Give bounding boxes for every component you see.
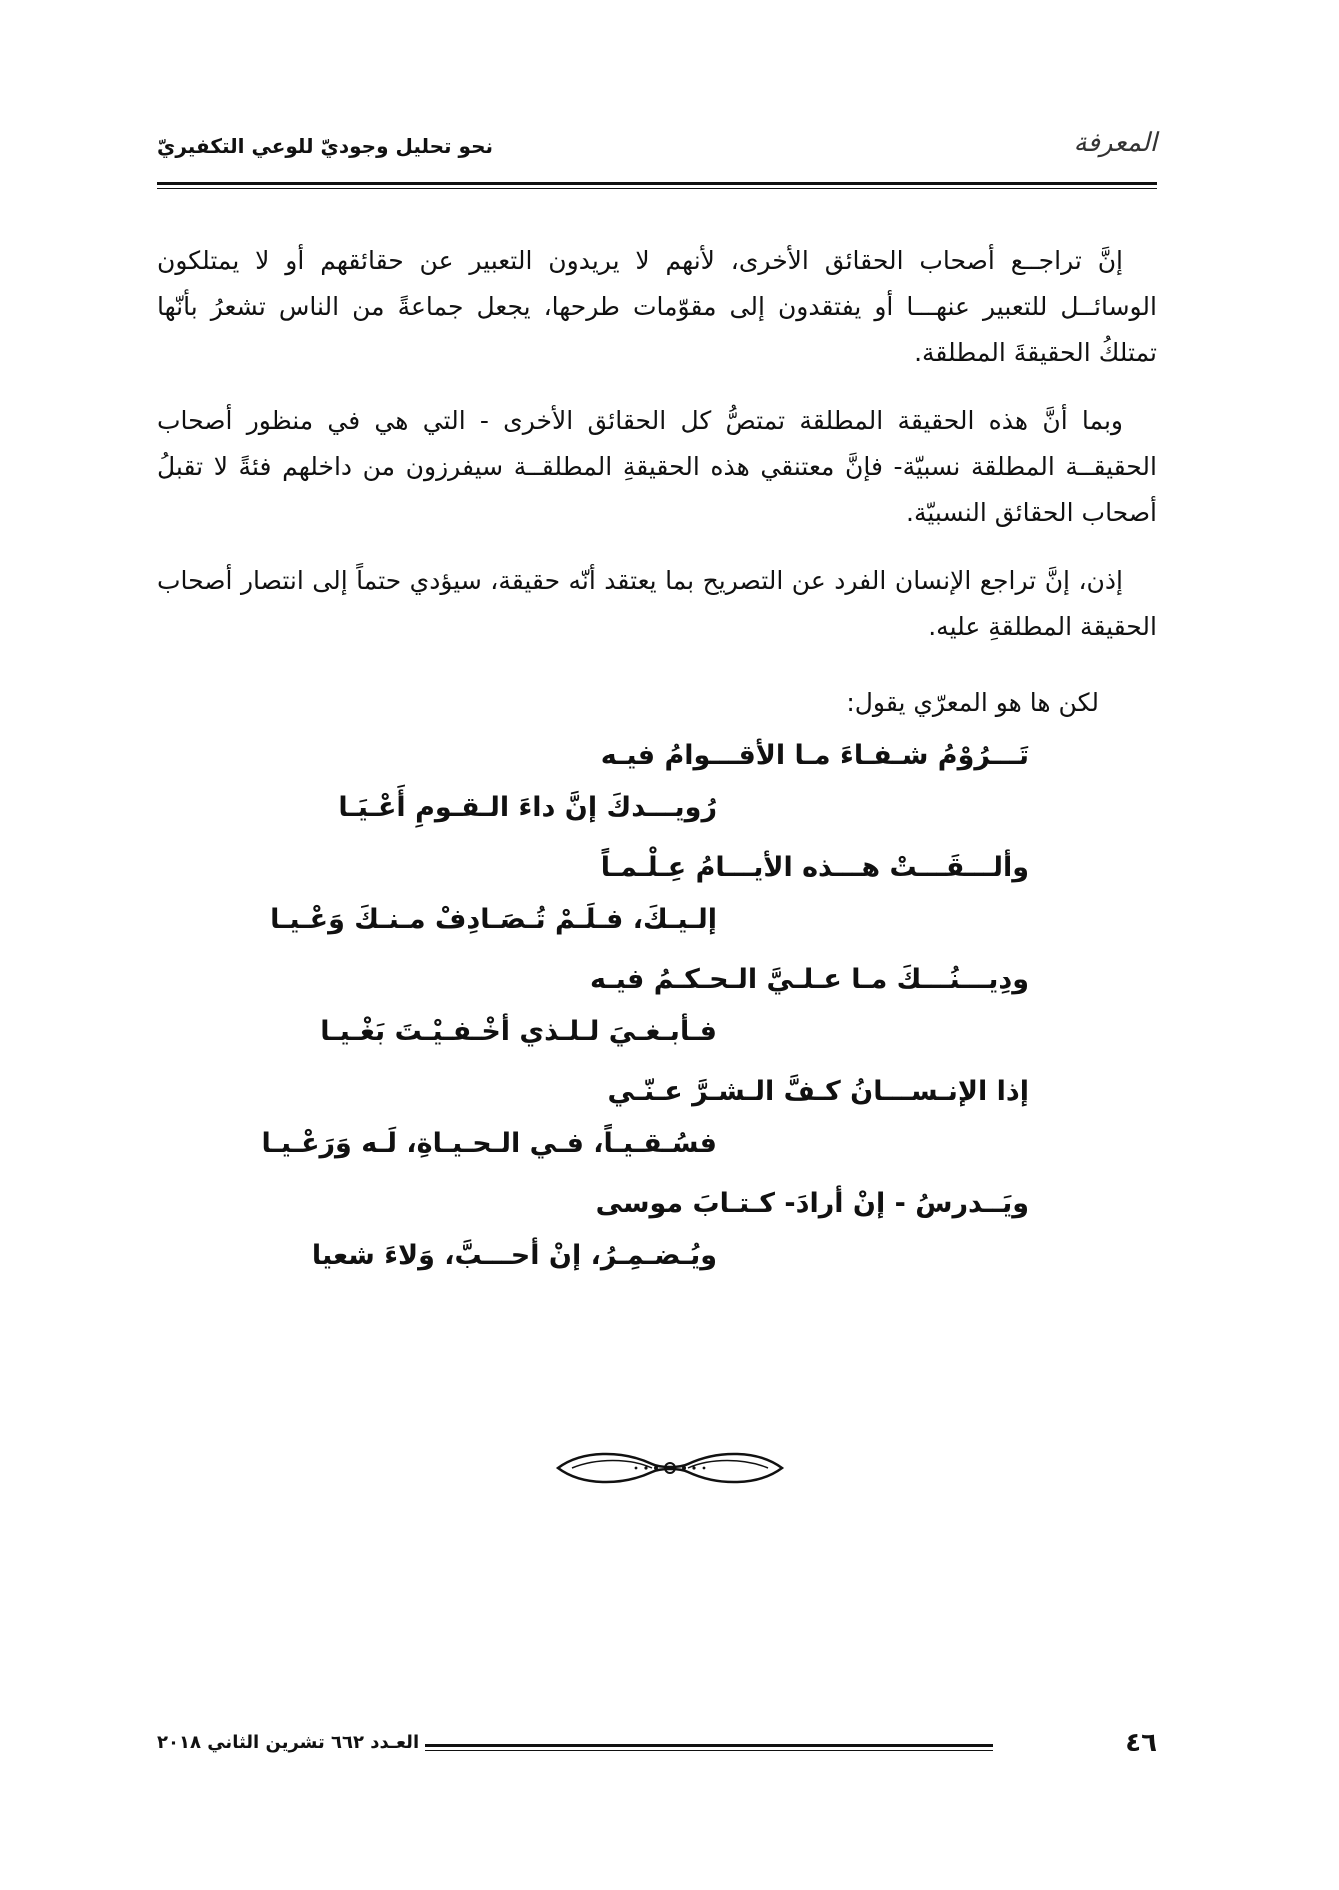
issue-info: العـدد ٦٦٢ تشرين الثاني ٢٠١٨ <box>157 1732 420 1753</box>
verse-first-hemistich: ويَــدرسُ - إنْ أرادَ- كـتـابَ موسى <box>595 1188 1029 1219</box>
verse-second-hemistich: رُويـــدكَ إنَّ داءَ الـقـومِ أَعْـيَـا <box>338 792 717 823</box>
poem-intro: لكن ها هو المعرّي يقول: <box>846 688 1099 717</box>
header-divider <box>157 182 1157 189</box>
page-footer <box>157 1728 1157 1768</box>
verse-first-hemistich: إذا الإنـســـانُ كـفَّ الـشـرَّ عـنّـي <box>607 1076 1029 1107</box>
journal-logo: المعرفة <box>1073 128 1157 158</box>
verse-second-hemistich: ويُـضـمِـرُ، إنْ أحـــبَّ، وَلاءَ شعيا <box>311 1240 717 1271</box>
verse-first-hemistich: تَـــرُوْمُ شـفـاءَ مـا الأقـــوامُ فيـه <box>600 740 1029 771</box>
ornament-divider-icon <box>552 1446 788 1490</box>
verse-second-hemistich: فـأبـغـيَ لـلـذي أخْـفـيْـتَ بَغْـيـا <box>320 1016 717 1047</box>
paragraph: وبما أنَّ هذه الحقيقة المطلقة تمتصُّ كل الحقائق الأخرى - التي هي في منظور أصحاب الحقيقــة المطلقة نسبيّة- فإنَّ معتنقي هذه الحقيقةِ المطلقــة سيفرزون من داخلهم فئةً لا تقبلُ أصحاب الحقائق النسبيّة. <box>157 406 1157 527</box>
verse-first-hemistich: ودِيـــنُـــكَ مـا عـلـيَّ الـحـكـمُ فيـه <box>590 964 1029 995</box>
page-number: ٤٦ <box>1125 1728 1157 1758</box>
running-title: نحو تحليل وجوديّ للوعي التكفيريّ <box>157 134 493 158</box>
paragraph: إذن، إنَّ تراجع الإنسان الفرد عن التصريح بما يعتقد أنّه حقيقة، سيؤدي حتماً إلى انتصار أصحاب الحقيقة المطلقةِ عليه. <box>157 566 1157 641</box>
verse-second-hemistich: إلـيـكَ، فـلَـمْ تُـصَـادِفْ مـنـكَ وَعْـيـا <box>270 904 717 935</box>
footer-divider <box>425 1744 993 1751</box>
verse-first-hemistich: وألـــقَـــتْ هـــذه الأيـــامُ عِـلْـمـاً <box>600 852 1029 883</box>
page-header <box>157 128 1157 178</box>
verse-second-hemistich: فسُـقـيـاً، فـي الـحـيـاةِ، لَـه وَرَعْـيـا <box>261 1128 717 1159</box>
poem <box>0 740 1339 1280</box>
paragraph: إنَّ تراجــع أصحاب الحقائق الأخرى، لأنهم لا يريدون التعبير عن حقائقهم أو لا يمتلكون الوسائــل للتعبير عنهـــا أو يفتقدون إلى مقوّمات طرحها، يجعل جماعةً من الناس تشعرُ بأنّها تمتلكُ الحقيقةَ المطلقة. <box>157 246 1157 367</box>
body-text <box>157 238 1157 672</box>
